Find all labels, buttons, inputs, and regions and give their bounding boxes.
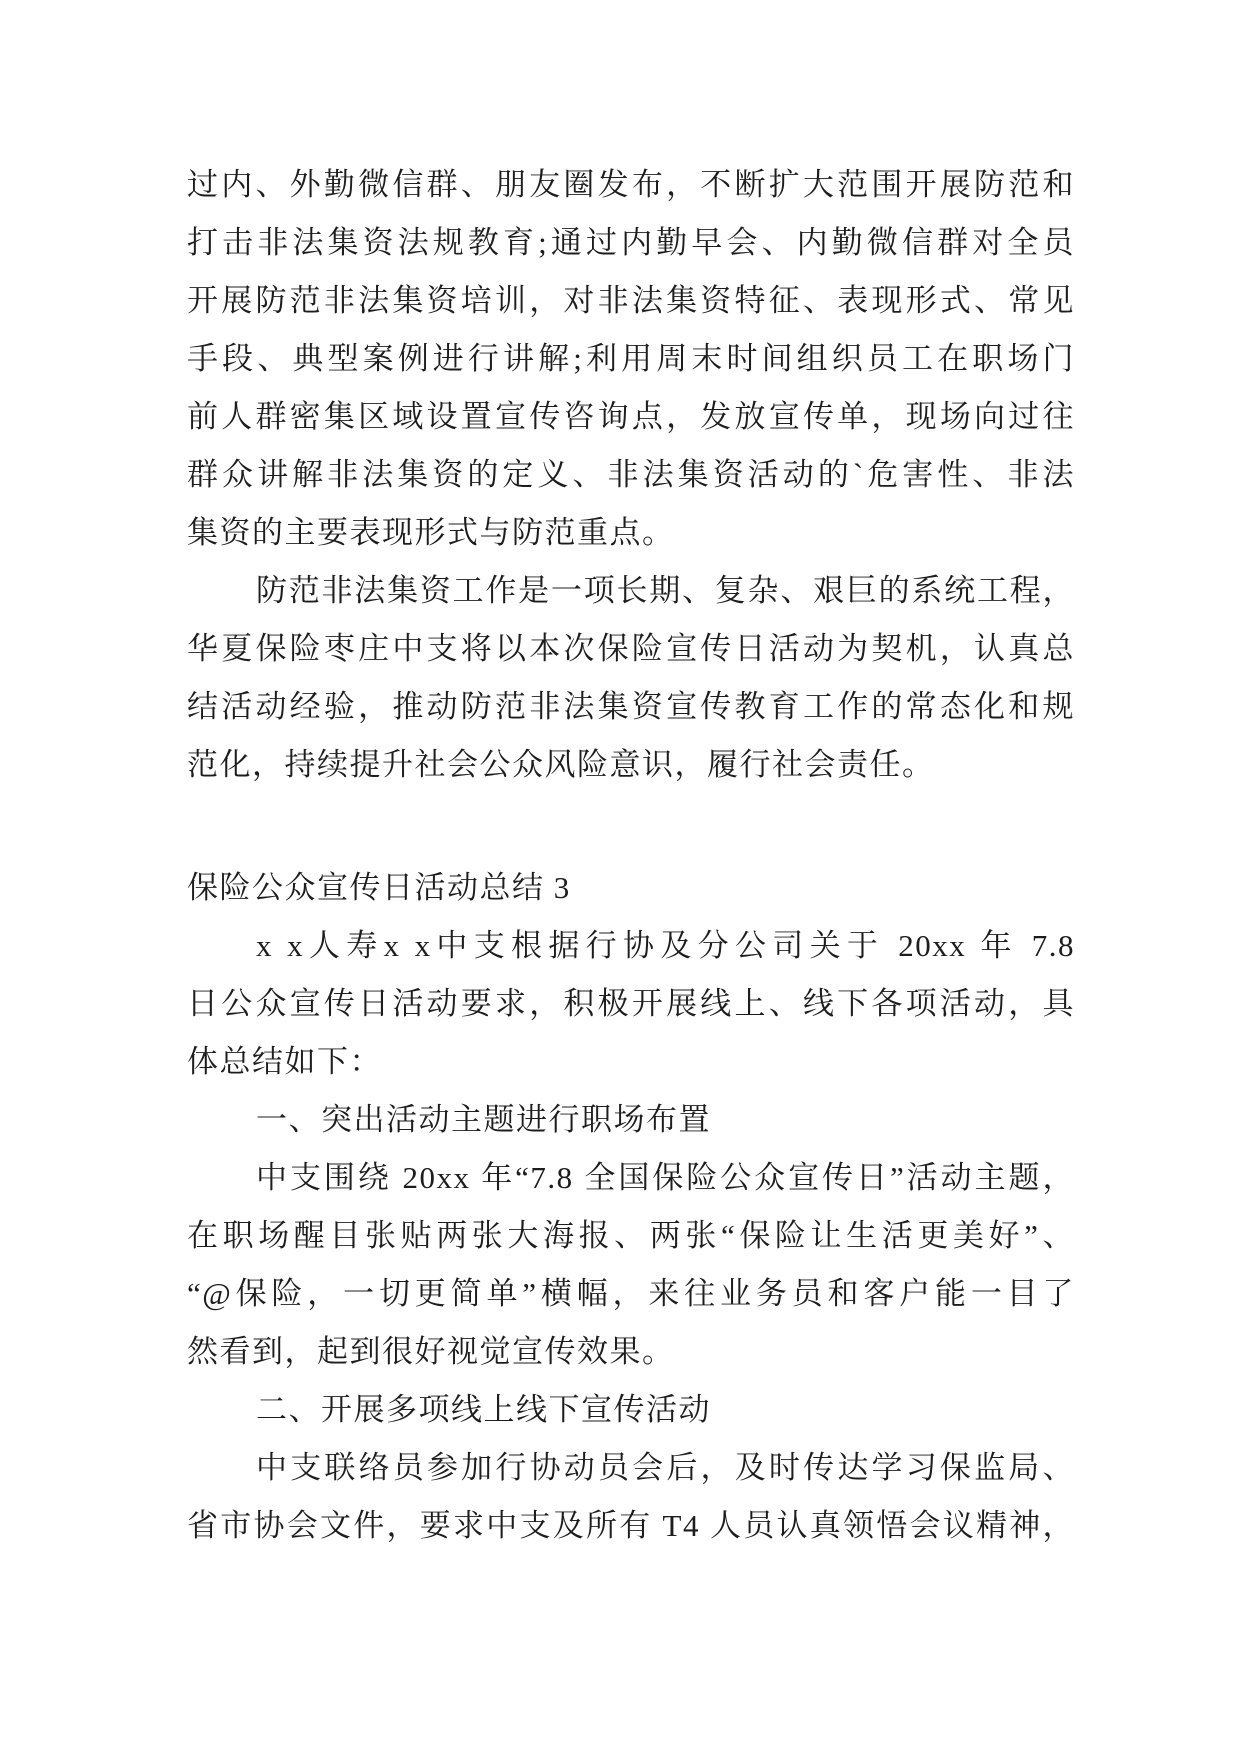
text-line: 中支联络员参加行协动员会后，及时传达学习保监局、 bbox=[256, 1450, 1075, 1485]
text-line: 体总结如下： bbox=[187, 1044, 382, 1079]
text-line: 华夏保险枣庄中支将以本次保险宣传日活动为契机，认真总 bbox=[187, 631, 1075, 666]
subheading-text: 二、开展多项线上线下宣传活动 bbox=[256, 1392, 711, 1427]
text-line: 然看到，起到很好视觉宣传效果。 bbox=[187, 1334, 675, 1369]
section-spacer bbox=[187, 794, 1075, 859]
text-line: 结活动经验，推动防范非法集资宣传教育工作的常态化和规 bbox=[187, 689, 1075, 724]
text-line: 在职场醒目张贴两张大海报、两张“保险让生活更美好”、 bbox=[187, 1218, 1075, 1253]
paragraph-online-offline bbox=[187, 1439, 1075, 1555]
text-line: 防范非法集资工作是一项长期、复杂、艰巨的系统工程， bbox=[256, 573, 1075, 608]
text-line: 集资的主要表现形式与防范重点。 bbox=[187, 515, 675, 550]
text-line: x x人寿x x中支根据行协及分公司关于 20xx 年 7.8 bbox=[256, 928, 1075, 963]
text-line: 手段、典型案例进行讲解;利用周末时间组织员工在职场门 bbox=[187, 341, 1075, 376]
text-line: 打击非法集资法规教育;通过内勤早会、内勤微信群对全员 bbox=[187, 225, 1075, 260]
subheading-text: 一、突出活动主题进行职场布置 bbox=[256, 1102, 711, 1137]
section-heading bbox=[187, 859, 1075, 917]
subheading-one bbox=[187, 1091, 1075, 1149]
text-line: 群众讲解非法集资的定义、非法集资活动的`危害性、非法 bbox=[187, 457, 1075, 492]
paragraph-theme-layout bbox=[187, 1149, 1075, 1381]
text-line: “@保险，一切更简单”横幅，来往业务员和客户能一目了 bbox=[187, 1276, 1075, 1311]
subheading-two bbox=[187, 1381, 1075, 1439]
text-line: 开展防范非法集资培训，对非法集资特征、表现形式、常见 bbox=[187, 283, 1075, 318]
text-line: 日公众宣传日活动要求，积极开展线上、线下各项活动，具 bbox=[187, 986, 1075, 1021]
text-line: 过内、外勤微信群、朋友圈发布，不断扩大范围开展防范和 bbox=[187, 167, 1075, 202]
paragraph-conclusion bbox=[187, 562, 1075, 794]
text-line: 中支围绕 20xx 年“7.8 全国保险公众宣传日”活动主题， bbox=[256, 1160, 1075, 1195]
text-line: 省市协会文件，要求中支及所有 T4 人员认真领悟会议精神， bbox=[187, 1508, 1075, 1543]
section-heading-text: 保险公众宣传日活动总结 3 bbox=[187, 870, 571, 905]
text-line: 范化，持续提升社会公众风险意识，履行社会责任。 bbox=[187, 747, 935, 782]
paragraph-intro bbox=[187, 917, 1075, 1091]
paragraph-continuation bbox=[187, 156, 1075, 562]
text-line: 前人群密集区域设置宣传咨询点，发放宣传单，现场向过往 bbox=[187, 399, 1075, 434]
